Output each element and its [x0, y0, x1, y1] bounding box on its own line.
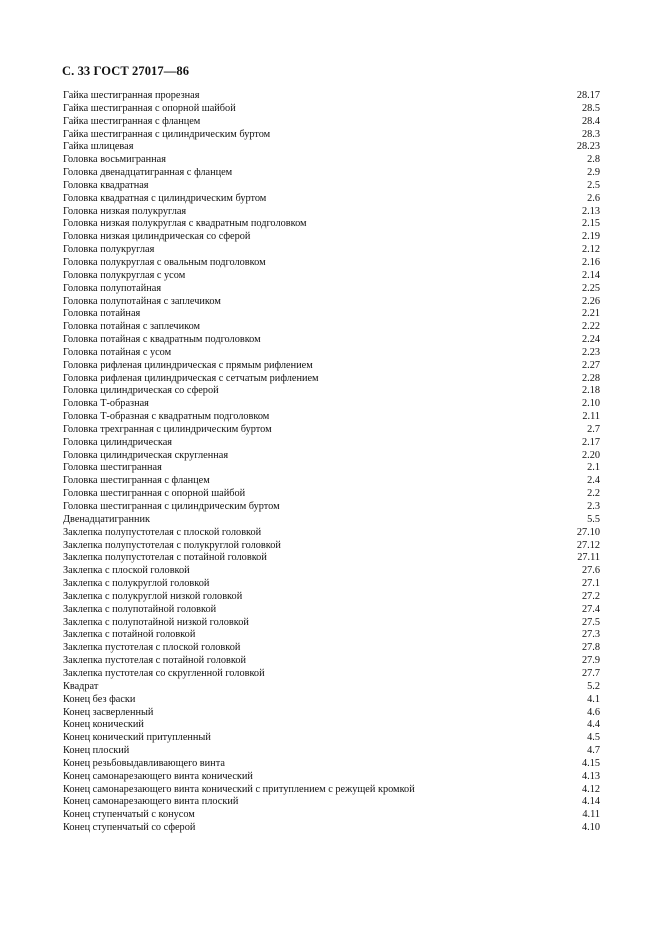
index-row	[63, 488, 600, 501]
index-row	[63, 604, 600, 617]
index-reference: 2.18	[581, 385, 600, 397]
index-reference: 2.2	[587, 488, 600, 500]
index-term: Конец резьбовыдавливающего винта	[63, 757, 225, 769]
index-row	[63, 283, 600, 296]
index-reference: 2.3	[587, 501, 600, 512]
index-term: Конец засверленный	[63, 706, 154, 718]
index-reference: 2.10	[581, 398, 600, 410]
index-term: Головка трехгранная с цилиндрическим буртом	[63, 423, 272, 435]
index-term: Головка цилиндрическая со сферой	[63, 385, 219, 397]
index-term: Головка Т-образная с квадратным подголовком	[63, 411, 270, 423]
index-reference: 27.11	[577, 552, 600, 564]
index-row	[63, 617, 600, 630]
index-row	[63, 629, 600, 642]
index-term: Головка шестигранная с фланцем	[63, 475, 210, 487]
index-row	[63, 347, 600, 360]
index-row	[63, 578, 600, 591]
index-reference: 2.26	[581, 295, 600, 307]
index-row	[63, 784, 600, 797]
index-reference: 2.23	[581, 346, 600, 358]
index-row	[63, 385, 600, 398]
index-reference: 27.3	[581, 629, 600, 641]
index-row	[63, 141, 600, 154]
index-row	[63, 668, 600, 681]
index-reference: 2.14	[581, 269, 600, 281]
index-row	[63, 809, 600, 822]
index-term: Головка потайная с заплечиком	[63, 321, 201, 333]
index-row	[63, 681, 600, 694]
index-term: Головка рифленая цилиндрическая с прямым рифлением	[63, 359, 313, 371]
index-term: Конец ступенчатый со сферой	[63, 822, 196, 834]
index-reference: 27.4	[581, 603, 600, 615]
index-row	[63, 90, 600, 103]
index-reference: 27.7	[581, 667, 600, 679]
index-term: Головка квадратная	[63, 179, 149, 191]
index-row	[63, 398, 600, 411]
index-reference: 2.7	[587, 423, 600, 435]
index-row	[63, 360, 600, 373]
index-term: Заклепка пустотелая со скругленной головкой	[63, 667, 265, 679]
index-term: Конец ступенчатый с конусом	[63, 809, 195, 821]
index-row	[63, 167, 600, 180]
index-term: Заклепка пустотелая с плоской головкой	[63, 642, 241, 654]
index-reference: 2.8	[587, 154, 600, 166]
index-term: Конец самонарезающего винта конический	[63, 770, 253, 782]
index-row	[63, 642, 600, 655]
index-reference: 2.24	[581, 334, 600, 346]
index-row	[63, 154, 600, 167]
index-row	[63, 129, 600, 142]
index-row	[63, 437, 600, 450]
index-reference: 4.10	[581, 822, 600, 834]
index-reference: 2.20	[581, 449, 600, 461]
index-reference: 2.11	[582, 411, 600, 423]
index-reference: 2.1	[587, 462, 600, 474]
index-term: Головка низкая полукруглая	[63, 205, 187, 217]
index-reference: 27.2	[581, 590, 600, 602]
index-term: Гайка шестигранная прорезная	[63, 90, 200, 101]
index-row	[63, 231, 600, 244]
index-term: Заклепка с полукруглой головкой	[63, 578, 210, 590]
index-term: Головка Т-образная	[63, 398, 149, 410]
index-term: Заклепка с полупотайной низкой головкой	[63, 616, 249, 628]
index-term: Гайка шестигранная с цилиндрическим буртом	[63, 128, 271, 140]
index-row	[63, 527, 600, 540]
index-term: Заклепка пустотелая с потайной головкой	[63, 655, 247, 667]
index-row	[63, 501, 600, 514]
index-row	[63, 180, 600, 193]
index-reference: 5.5	[587, 513, 600, 525]
index-reference: 2.4	[587, 475, 600, 487]
index-reference: 2.13	[581, 205, 600, 217]
index-reference: 2.9	[587, 167, 600, 179]
index-reference: 4.15	[581, 757, 600, 769]
index-reference: 27.5	[581, 616, 600, 628]
index-term: Головка низкая полукруглая с квадратным подголовком	[63, 218, 307, 230]
index-term: Головка двенадцатигранная с фланцем	[63, 167, 233, 179]
index-term: Заклепка с полупотайной головкой	[63, 603, 217, 615]
index-row	[63, 707, 600, 720]
index-row	[63, 193, 600, 206]
index-row	[63, 334, 600, 347]
index-term: Головка полупотайная	[63, 282, 162, 294]
index-term: Головка рифленая цилиндрическая с сетчатым рифлением	[63, 372, 319, 384]
index-row	[63, 257, 600, 270]
index-reference: 27.8	[581, 642, 600, 654]
index-term: Головка полупотайная с заплечиком	[63, 295, 221, 307]
index-term: Гайка шлицевая	[63, 141, 134, 153]
index-reference: 28.5	[581, 102, 600, 114]
index-row	[63, 796, 600, 809]
index-row	[63, 540, 600, 553]
index-reference: 2.15	[581, 218, 600, 230]
index-row	[63, 103, 600, 116]
index-row	[63, 694, 600, 707]
index-term: Заклепка с потайной головкой	[63, 629, 196, 641]
index-term: Головка шестигранная	[63, 462, 162, 474]
index-reference: 27.12	[576, 539, 600, 551]
index-term: Головка полукруглая	[63, 244, 155, 256]
index-reference: 2.16	[581, 256, 600, 268]
index-row	[63, 732, 600, 745]
index-reference: 4.7	[587, 745, 600, 757]
index-term: Конец плоский	[63, 745, 130, 757]
index-reference: 2.21	[581, 308, 600, 320]
index-reference: 2.25	[581, 282, 600, 294]
index-term: Двенадцатигранник	[63, 513, 151, 525]
index-row	[63, 321, 600, 334]
index-term: Заклепка полупустотелая с потайной головкой	[63, 552, 267, 564]
index-reference: 5.2	[587, 680, 600, 692]
index-row	[63, 475, 600, 488]
index-term: Головка цилиндрическая	[63, 436, 173, 448]
index-row	[63, 655, 600, 668]
index-term: Головка низкая цилиндрическая со сферой	[63, 231, 251, 243]
index-row	[63, 514, 600, 527]
index-term: Конец без фаски	[63, 693, 136, 705]
index-reference: 4.12	[581, 783, 600, 795]
index-row	[63, 270, 600, 283]
index-term: Головка полукруглая с усом	[63, 269, 186, 281]
index-reference: 28.4	[581, 115, 600, 127]
index-term: Головка шестигранная с цилиндрическим буртом	[63, 501, 280, 512]
index-term: Головка цилиндрическая скругленная	[63, 449, 229, 461]
index-reference: 28.3	[581, 128, 600, 140]
index-row	[63, 206, 600, 219]
index-reference: 28.17	[576, 90, 600, 101]
index-term: Конец самонарезающего винта плоский	[63, 796, 239, 808]
index-term: Заклепка полупустотелая с плоской головкой	[63, 526, 262, 538]
index-row	[63, 565, 600, 578]
index-term: Конец конический притупленный	[63, 732, 211, 744]
index-term: Заклепка с плоской головкой	[63, 565, 190, 577]
term-index-list	[63, 90, 600, 835]
index-row	[63, 218, 600, 231]
index-reference: 4.6	[587, 706, 600, 718]
index-reference: 27.10	[576, 526, 600, 538]
index-row	[63, 822, 600, 835]
index-reference: 4.13	[581, 770, 600, 782]
index-term: Конец самонарезающего винта конический с притуплением с режущей кромкой	[63, 783, 415, 795]
index-reference: 2.27	[581, 359, 600, 371]
index-reference: 4.11	[582, 809, 600, 821]
index-row	[63, 552, 600, 565]
index-reference: 2.17	[581, 436, 600, 448]
index-row	[63, 450, 600, 463]
index-term: Головка полукруглая с овальным подголовком	[63, 256, 266, 268]
page-header: С. 33 ГОСТ 27017—86	[62, 64, 190, 78]
index-term: Заклепка полупустотелая с полукруглой головкой	[63, 539, 281, 551]
index-reference: 4.1	[587, 693, 600, 705]
index-row	[63, 771, 600, 784]
index-term: Головка потайная с квадратным подголовком	[63, 334, 261, 346]
index-reference: 2.6	[587, 192, 600, 204]
index-reference: 2.5	[587, 179, 600, 191]
index-term: Головка шестигранная с опорной шайбой	[63, 488, 246, 500]
index-reference: 2.12	[581, 244, 600, 256]
index-reference: 4.4	[587, 719, 600, 731]
index-term: Гайка шестигранная с опорной шайбой	[63, 102, 236, 114]
index-row	[63, 745, 600, 758]
index-row	[63, 244, 600, 257]
index-reference: 4.14	[581, 796, 600, 808]
index-term: Гайка шестигранная с фланцем	[63, 115, 201, 127]
index-term: Головка потайная	[63, 308, 141, 320]
index-row	[63, 373, 600, 386]
index-reference: 27.9	[581, 655, 600, 667]
index-reference: 4.5	[587, 732, 600, 744]
index-reference: 27.1	[581, 578, 600, 590]
index-row	[63, 591, 600, 604]
index-row	[63, 719, 600, 732]
index-row	[63, 462, 600, 475]
index-reference: 28.23	[576, 141, 600, 153]
index-term: Заклепка с полукруглой низкой головкой	[63, 590, 243, 602]
index-reference: 2.28	[581, 372, 600, 384]
index-row	[63, 424, 600, 437]
index-term: Головка восьмигранная	[63, 154, 166, 166]
index-row	[63, 411, 600, 424]
index-term: Головка потайная с усом	[63, 346, 172, 358]
index-term: Конец конический	[63, 719, 144, 731]
index-reference: 2.22	[581, 321, 600, 333]
index-term: Головка квадратная с цилиндрическим буртом	[63, 192, 267, 204]
index-term: Квадрат	[63, 680, 99, 692]
index-reference: 2.19	[581, 231, 600, 243]
index-row	[63, 296, 600, 309]
index-row	[63, 116, 600, 129]
index-row	[63, 308, 600, 321]
index-row	[63, 758, 600, 771]
index-reference: 27.6	[581, 565, 600, 577]
